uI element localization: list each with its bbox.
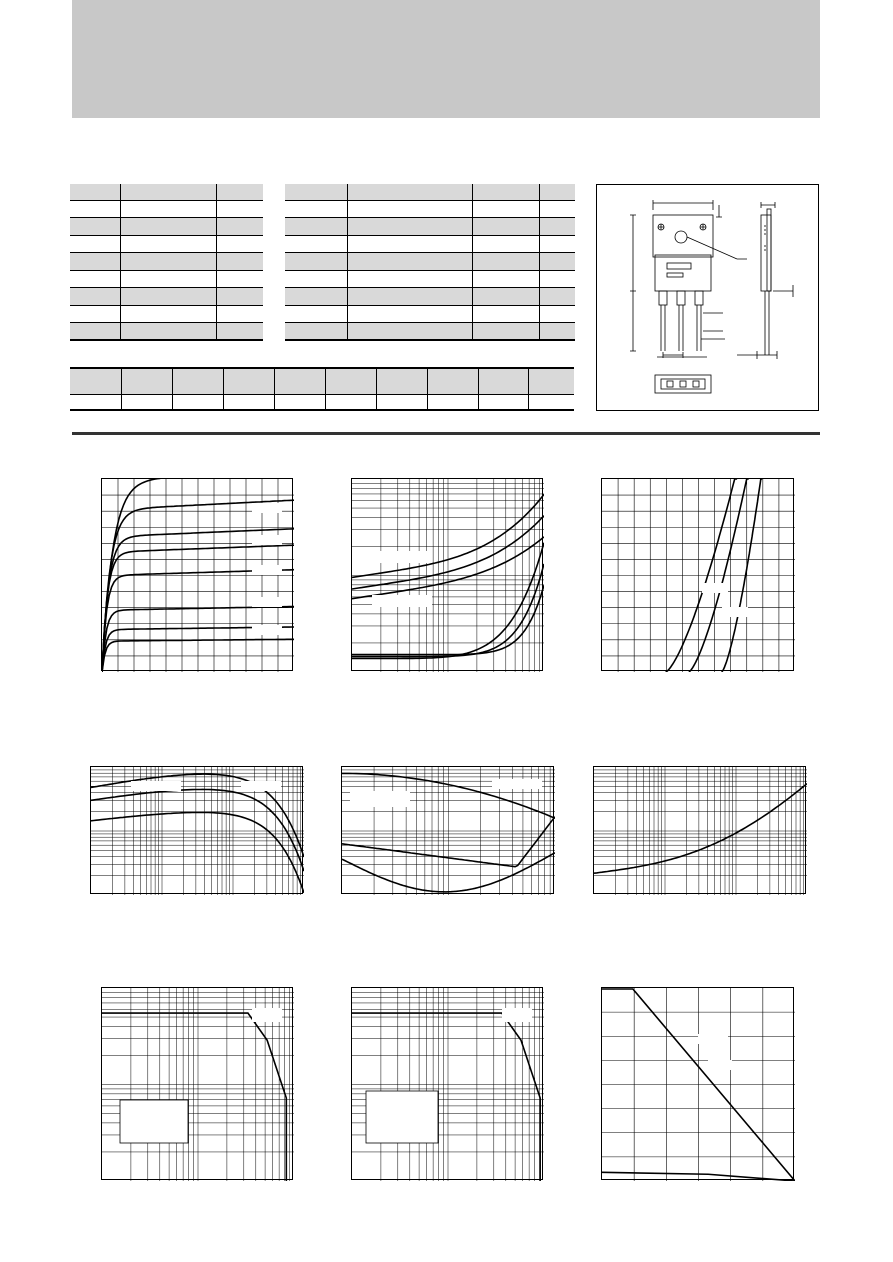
label-area [722,607,748,617]
label-area [350,791,410,807]
chart-switching-time [341,766,554,894]
label-area [372,595,432,607]
label-area [698,1034,728,1044]
label-area [252,535,282,545]
section-divider [72,432,820,435]
package-outline-drawing [596,184,819,411]
chart-hfe-ic [90,766,303,894]
chart-ic-vbe [601,478,794,671]
chart-safe-operating-area-2 [351,987,543,1180]
chart-safe-operating-area-1 [101,987,293,1180]
label-area [131,781,181,791]
label-area [241,781,281,791]
label-area [372,551,432,563]
chart-vce-sat-ic [351,478,543,671]
label-area [252,625,282,635]
label-area [252,503,282,513]
header-band [72,0,820,118]
data-curve [594,784,807,874]
data-curve [91,812,304,893]
data-curve [91,789,304,871]
legend-box [120,1100,188,1143]
label-area [492,779,542,789]
chart-transient-thermal [593,766,806,894]
chart-ic-vce [101,478,293,671]
label-area [252,597,282,607]
right-characteristics-table [285,184,575,340]
label-area [252,565,282,575]
bottom-classification-table [70,367,574,411]
left-ratings-table [70,184,263,340]
label-area [708,1060,732,1070]
label-area [502,1008,532,1022]
legend-box [366,1091,438,1143]
label-area [252,1008,282,1022]
chart-power-derating [601,987,794,1180]
label-area [702,583,728,593]
